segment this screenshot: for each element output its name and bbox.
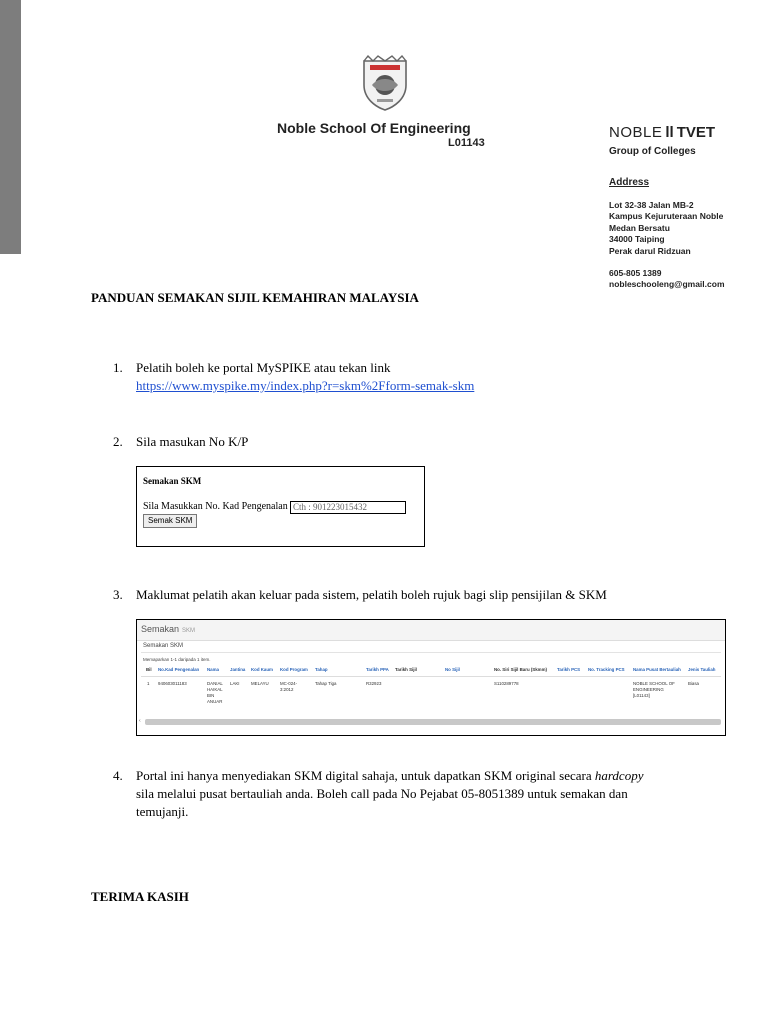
table-cell: MC-024- 3:2012 — [280, 681, 298, 692]
address-line: 34000 Taiping — [609, 234, 665, 245]
address-line: Perak darul Ridzuan — [609, 245, 691, 256]
results-title-small: SKM — [182, 628, 196, 634]
results-subtitle: Semakan SKM — [143, 643, 184, 649]
table-header: Jantina — [230, 667, 246, 672]
table-header: Kod Program — [280, 667, 308, 672]
table-header: No Sijil — [445, 667, 460, 672]
table-header: Bil — [146, 667, 152, 672]
table-header: Nama — [207, 667, 219, 672]
address-line: Kampus Kejuruteraan Noble — [609, 211, 724, 222]
step-number: 2. — [113, 434, 123, 449]
results-screenshot — [136, 619, 726, 736]
results-summary: Memaparkan 1-1 daripada 1 item. — [143, 657, 211, 662]
step-3-text: Maklumat pelatih akan keluar pada sistem, pelatih boleh rujuk bagi slip pensijilan & SKM — [136, 587, 607, 602]
step-4-line-3: temujanji. — [136, 804, 189, 819]
table-cell: MELAYU — [251, 681, 269, 686]
table-header: Kod Kaum — [251, 667, 273, 672]
step-4-text — [136, 767, 643, 821]
contact-block — [609, 268, 725, 291]
table-cell: DANIAL HAIKAL BIN ANUAR — [207, 681, 223, 704]
step-4-line-2: sila melalui pusat bertauliah anda. Boleh call pada No Pejabat 05-8051389 untuk semakan dan — [136, 786, 628, 801]
school-crest-logo — [360, 55, 410, 111]
table-cell: 940603011183 — [158, 681, 187, 686]
table-header: No. Siri Sijil Baru (Skmm) — [494, 667, 547, 672]
table-header: No.Kad Pengenalan — [158, 667, 200, 672]
address-line: Medan Bersatu — [609, 222, 670, 233]
address-block — [609, 200, 723, 257]
table-header: Nama Pusat Bertauliah — [633, 667, 681, 672]
table-cell: S110289778 — [494, 681, 519, 686]
school-name: Noble School Of Engineering — [277, 120, 471, 136]
brand-bars: ll — [665, 124, 674, 141]
step-number: 3. — [113, 587, 123, 602]
step-2-text: Sila masukan No K/P — [136, 434, 249, 449]
brand-logo — [609, 124, 715, 141]
address-title: Address — [609, 177, 650, 188]
step-number: 4. — [113, 768, 123, 783]
document-title: PANDUAN SEMAKAN SIJIL KEMAHIRAN MALAYSIA — [91, 290, 419, 305]
table-cell: NOBLE SCHOOL OF ENGINEERING [L01143] — [633, 681, 675, 698]
horizontal-scrollbar — [145, 719, 721, 725]
step-1-text: Pelatih boleh ke portal MySPIKE atau tekan link — [136, 360, 391, 375]
brand-group: Group of Colleges — [609, 146, 696, 157]
brand-tvet: TVET — [676, 124, 716, 141]
step-4-line-1: Portal ini hanya menyediakan SKM digital sahaja, untuk dapatkan SKM original secara — [136, 768, 595, 783]
phone-number: 605-805 1389 — [609, 268, 662, 278]
form-screenshot — [136, 466, 425, 547]
table-cell: 1 — [147, 681, 150, 686]
table-cell: R32923 — [366, 681, 382, 686]
table-header: No. Tracking PCS — [588, 667, 625, 672]
ic-number-input: Cth : 901223015432 — [290, 501, 406, 514]
table-cell: LAKI — [230, 681, 240, 686]
step-text — [136, 359, 474, 395]
address-line: Lot 32-38 Jalan MB-2 — [609, 200, 694, 210]
form-label: Sila Masukkan No. Kad Pengenalan — [143, 501, 288, 512]
form-heading: Semakan SKM — [143, 476, 202, 486]
email-address: nobleschooleng@gmail.com — [609, 279, 725, 290]
step-number: 1. — [113, 360, 123, 375]
table-header: Jenis Tauliah — [688, 667, 716, 672]
table-cell: Tahap Tiga — [315, 681, 337, 686]
table-header: Tahap — [315, 667, 328, 672]
results-title-main: Semakan — [141, 624, 180, 634]
left-margin-bar — [0, 0, 21, 254]
table-header: Tarikh PPA — [366, 667, 389, 672]
results-title — [141, 624, 195, 634]
brand-noble: NOBLE — [609, 124, 663, 141]
results-divider — [141, 652, 721, 653]
step-4-italic: hardcopy — [594, 768, 644, 783]
table-cell: Biasa — [688, 681, 699, 686]
table-header: Tarikh Sijil — [395, 667, 417, 672]
scroll-left-icon: ‹ — [139, 718, 141, 724]
table-header: Tarikh PCS — [557, 667, 581, 672]
school-code: L01143 — [448, 137, 485, 149]
myspike-link[interactable]: https://www.myspike.my/index.php?r=skm%2Fform-semak-skm — [136, 378, 475, 393]
results-topbar — [137, 620, 725, 641]
closing-text: TERIMA KASIH — [91, 889, 189, 904]
table-row-divider — [141, 676, 721, 677]
semak-skm-button: Semak SKM — [143, 514, 197, 528]
